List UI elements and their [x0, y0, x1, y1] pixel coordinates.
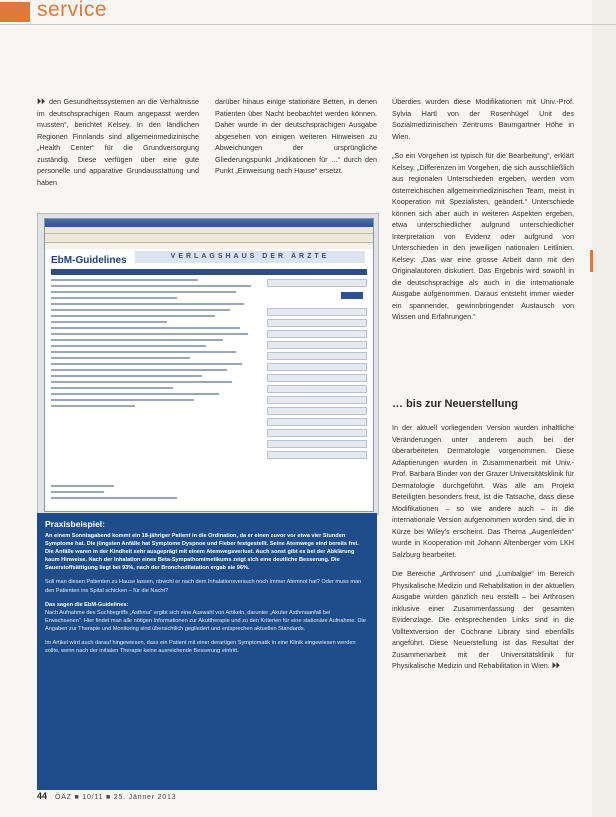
subheading: … bis zur Neuerstellung — [392, 398, 518, 410]
page-footer — [37, 791, 176, 801]
example-box — [37, 513, 377, 790]
section-color-block — [0, 2, 30, 22]
publisher-banner: VERLAGSHAUS DER ÄRZTE — [135, 251, 365, 263]
article-list — [51, 279, 261, 411]
col3-paragraph-2: „So ein Vorgehen ist typisch für die Bearbeitung“, erklärt Kelsey. „Differenzen im Vorgehen, die sich ausschließlich aus regionalen Unterschieden ergeben, werden vom österreichischen allgemeinmedizinischen Team, meist in Kooperation mit Spezialisten, geändert.“ Unterschiede können sich aber auch in weiteren Aspekten ergeben, etwa unterschiedlicher aufgrund unterschiedlicher Interpretation von Evidenz oder aufgrund von Unterschieden in den jeweiligen nationalen Leitlinien. Kelsey: „Das war eine grosse Arbeit dann mit den Originalautoren diskutiert. Das Ergebnis wird sowohl in die deutschsprachige als auch in die internationale Ausgabe aufgenommen. Daraus entsteht immer wieder ein spannender, gewinnbringender Austausch von Wissen und Erfahrungen.“ — [392, 151, 574, 321]
site-nav-bar — [51, 269, 367, 275]
publication-info: ÖÄZ ■ 10/11 ■ 25. Jänner 2013 — [54, 794, 177, 801]
continued-arrow-icon: ⏵⏵ — [37, 97, 45, 106]
text-column-1 — [37, 96, 199, 196]
header-rule — [0, 24, 616, 25]
search-field[interactable] — [267, 279, 367, 287]
window-menubar — [45, 227, 373, 234]
window-toolbar — [45, 234, 373, 243]
end-marker-icon: ⏵⏵ — [551, 661, 560, 670]
page-edge — [592, 0, 616, 817]
example-subheading: Das sagen die EbM-Guidelines: — [45, 601, 129, 608]
example-paragraph-3: Nach Aufnahme des Suchbegriffs „Asthma“ ergibt sich eine Auswahl von Artikeln, darunter „Akuter Asthmaanfall bei Erwachsenen“. Hier findet man alle nötigen Informationen zur Akuttherapie und zu den Kriterien für eine stationäre Aufnahme. Die Angaben zur Therapie und Monitoring sind übersichtlich gegliedert und entsprechen aktuellen Standards. — [45, 609, 366, 632]
search-button[interactable] — [341, 292, 363, 299]
col3-paragraph-4 — [392, 568, 574, 672]
text-column-2 — [215, 96, 377, 185]
example-paragraph-4: Im Artikel wird auch darauf hingewiesen, dass ein Patient mit einer derartigen Symptomatik in eine Klinik eingewiesen werden sollte, wenn nach der initialen Therapie keine ausreichende Besserung eintritt. — [45, 640, 356, 655]
text-column-3 — [392, 96, 574, 331]
example-paragraph-1: An einem Sonntagabend kommt ein 18-jähriger Patient in die Ordination, da er einen zuvor vor etwa vier Stunden Symptome hat. Die jüngsten Anfälle hat Symptome Dyspnoe und Fieber festgestellt. Seine Atemwege sind bereits frei. Die Anfälle waren in der Kindheit sehr ausgeprägt mit einem Atemwegsverlust. Auch sonst gibt es bei der Abklärung kaum Hinweise. Nach der Inhalation eines Beta-Sympathomimetikums zeigt sich eine deutliche Besserung. Die Sauerstoffsättigung liegt bei 93%, nach der Bronchodilatation ergab sie 96%. — [45, 533, 359, 572]
example-body — [37, 529, 377, 655]
ebm-logo: EbM-Guidelines — [51, 255, 127, 266]
example-heading: Praxisbeispiel: — [45, 519, 106, 529]
example-paragraph-2: Soll man diesen Patienten zu Hause lassen, obwohl er nach dem Inhalationsversuch noch immer Atemnot hat? Oder muss man den Patienten ins Spital schicken – für die Nacht? — [45, 579, 362, 594]
page-footer-lines — [51, 485, 261, 503]
browser-window — [44, 218, 374, 512]
col3-paragraph-1: Überdies wurden diese Modifikationen mit Univ.-Prof. Sylvia Hartl von der Rosenhügel Unit des Sozialmedizinischen Zentrums Baumgartner Höhe in Wien. — [392, 97, 574, 141]
col3-paragraph-3: In der aktuell vorliegenden Version wurden inhaltliche Veränderungen unter anderem auch bei der überarbeiteten Dermatologie vorgenommen. Diese Adaptierungen wurden in Zusammenarbeit mit Univ.-Prof. Barbara Binder von der Grazer Universitätsklinik für Dermatologie durchgeführt. Was alle am Projekt Beteiligten besonders freut, ist die Tatsache, dass diese Modifikationen – so wie andere auch – in die internationale Version aufgenommen worden sind, die in Kürze bei Wiley’s erscheint. Das Thema „Augenleiden“ wurde in Kooperation mit Johann Altenberger vom LKH Salzburg bearbeitet. — [392, 423, 574, 559]
text-column-3b — [392, 422, 574, 680]
page-number: 44 — [37, 791, 48, 801]
col2-text: darüber hinaus einige stationäre Betten, in denen Patienten über Nacht beobachtet werden können. Daher wurde in der deutschsprachigen Ausgabe abgesehen von einigen weiteren Hinweisen zu Abweichungen der ursprüngliche Gliederungspunkt „Indikationen für …“ durch den Punkt „Einweisung nach Hause“ ersetzt. — [215, 97, 377, 175]
screenshot-figure — [37, 213, 379, 515]
search-sidebar — [267, 279, 367, 462]
section-title: service — [37, 0, 108, 21]
section-tab — [590, 250, 593, 272]
col3-paragraph-4-text: Die Bereiche „Arthrosen“ und „Lumbalgie“ im Bereich Physikalische Medizin und Rehabilitation in der aktuellen Ausgabe wurden gänzlich neu erstellt – bei Arthrosen inklusive einer Zusammenfassung der gesamten Evidenzlage. Die entsprechenden Links sind in die Volltextversion der Cochrane Library sind ebenfalls angeführt. Diese Neuerstellung ist das Resultat der Zusammenarbeit mit der Universitätsklinik für Physikalische Medizin und Rehabilitation in Wien. — [392, 569, 574, 670]
web-page — [45, 249, 373, 511]
col1-text: den Gesundheitssystemen an die Verhältnisse im deutschsprachigen Raum angepasst werden mussten“, berichtet Kelsey. In den ländlichen Regionen Finnlands sind allgemeinmedizinische „Health Center“ für die Grundversorgung zuständig. Diese verfügen über eine gute personelle und apparative Grundausstattung und haben — [37, 97, 199, 187]
window-titlebar — [45, 219, 373, 227]
